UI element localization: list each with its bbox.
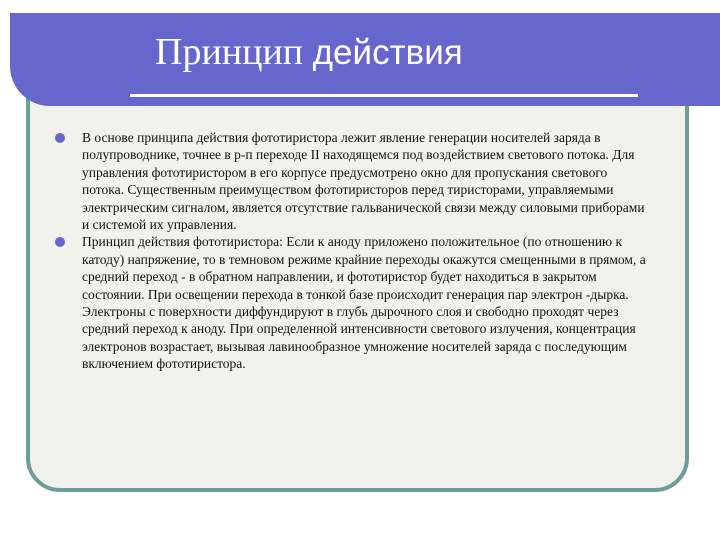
slide-title-part1: Принцип xyxy=(155,31,313,73)
bullet-item-generation xyxy=(52,129,652,233)
bullet-text-principle: Принцип действия фототиристора: Если к аноду приложено положительное (по отношению к катоду) напряжение, то в темновом режиме крайние переходы окажутся смещенными в прямом, а средний переход - в обратном направлении, и фототиристор будет находиться в закрытом состоянии. При освещении перехода в тонкой базе происходит генерация пар электрон -дырка. Электроны с поверхности диффундируют в глубь дырочного слоя и свободно проходят через средний переход к аноду. При определенной интенсивности светового излучения, концентрация электронов возрастает, вызывая лавинообразное умножение носителей заряда с последующим включением фототиристора. xyxy=(82,234,646,372)
slide-title-part2: действия xyxy=(312,33,463,72)
bullet-text-generation: В основе принципа действия фототиристора лежит явление генерации носителей заряда в полупроводнике, точнее в р-п переходе II находящемся под воздействием светового потока. Для управления фототиристором в его корпусе предусмотрено окно для пропускания светового потока. Существенным преимуществом фототиристоров перед тиристорами, управляемыми электрическим сигналом, является отсутствие гальванической связи между силовыми приборами и системой их управления. xyxy=(82,130,645,233)
bullet-dot-icon xyxy=(55,237,65,247)
bullet-item-principle xyxy=(52,233,652,372)
title-underline xyxy=(130,94,638,97)
bullet-list xyxy=(52,129,652,373)
bullet-dot-icon xyxy=(55,133,65,143)
slide-title xyxy=(155,27,463,78)
